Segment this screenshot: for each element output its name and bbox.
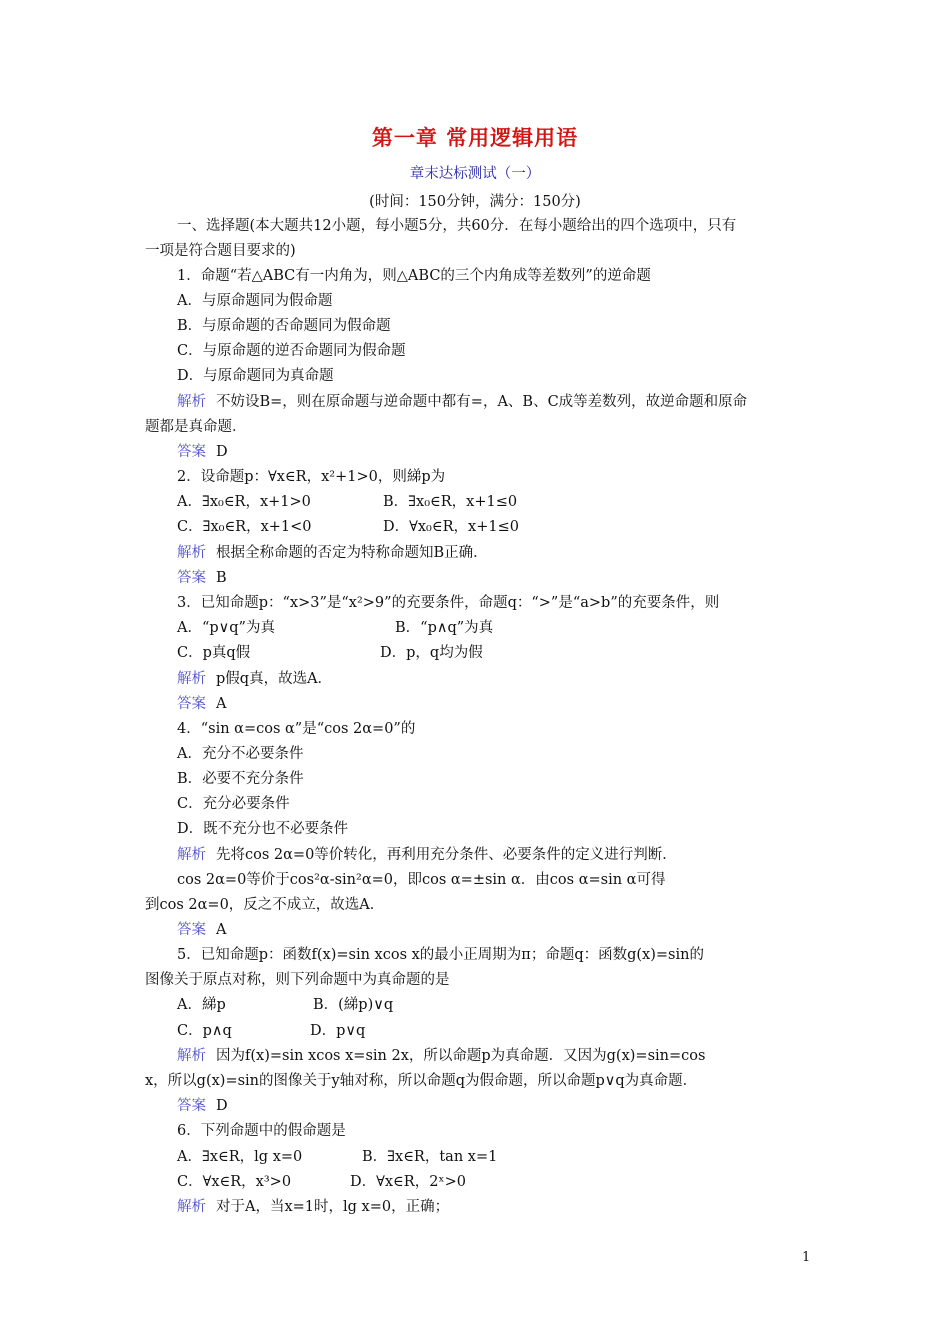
q4-option-c: C．充分必要条件: [177, 796, 290, 812]
analysis-label: 解析: [177, 671, 206, 687]
q1-option-d: D．与原命题同为真命题: [177, 368, 334, 384]
section-heading-cont: 一项是符合题目要求的): [145, 243, 296, 259]
q5-answer-value: D: [216, 1098, 228, 1114]
q5-option-c: C．p∧q: [177, 1023, 232, 1039]
q1-stem: 1．命题“若△ABC有一内角为，则△ABC的三个内角成等差数列”的逆命题: [177, 268, 651, 284]
q3-option-a: A．“p∨q”为真: [177, 620, 275, 636]
answer-label: 答案: [177, 570, 206, 586]
section-heading: 一、选择题(本大题共12小题，每小题5分，共60分．在每小题给出的四个选项中，只有: [177, 218, 737, 234]
q2-option-d: D．∀x₀∈R，x+1≤0: [383, 519, 519, 535]
q1-answer: [177, 442, 228, 462]
q2-stem: 2．设命题p：∀x∈R，x²+1>0，则綈p为: [177, 469, 446, 485]
analysis-label: 解析: [177, 545, 206, 561]
q1-analysis-cont: 题都是真命题．: [145, 419, 247, 435]
q2-analysis-text: 根据全称命题的否定为特称命题知B正确．: [216, 545, 488, 561]
answer-label: 答案: [177, 922, 206, 938]
q4-option-b: B．必要不充分条件: [177, 771, 304, 787]
q4-analysis-line2: cos 2α=0等价于cos²α-sin²α=0，即cos α=±sin α．由cos α=sin α可得: [177, 872, 666, 888]
q2-option-c: C．∃x₀∈R，x+1<0: [177, 519, 312, 535]
q2-answer: [177, 568, 227, 588]
q1-option-c: C．与原命题的逆否命题同为假命题: [177, 343, 406, 359]
q4-answer-value: A: [216, 922, 227, 938]
q6-option-d: D．∀x∈R，2ˣ>0: [350, 1174, 466, 1190]
q3-analysis-text: p假q真，故选A．: [216, 671, 333, 687]
q2-option-a: A．∃x₀∈R，x+1>0: [177, 494, 311, 510]
q3-answer: [177, 694, 226, 714]
q2-answer-value: B: [216, 570, 227, 586]
q4-option-a: A．充分不必要条件: [177, 746, 304, 762]
q3-analysis: [177, 669, 332, 689]
analysis-label: 解析: [177, 1199, 206, 1215]
test-subtitle: 章末达标测试（一）: [409, 166, 541, 182]
q2-option-b: B．∃x₀∈R，x+1≤0: [383, 494, 518, 510]
q6-analysis: [177, 1197, 449, 1217]
q6-option-a: A．∃x∈R，lg x=0: [177, 1149, 303, 1165]
analysis-label: 解析: [177, 847, 206, 863]
q3-stem: 3．已知命题p：“x>3”是“x²>9”的充要条件，命题q：“>”是“a>b”的充要条件，则: [177, 595, 720, 611]
q5-analysis-cont: x，所以g(x)=sin的图像关于y轴对称，所以命题q为假命题，所以命题p∨q为真命题．: [145, 1073, 698, 1089]
q5-option-d: D．p∨q: [310, 1023, 366, 1039]
q2-analysis: [177, 543, 488, 563]
q6-analysis-text: 对于A，当x=1时，lg x=0，正确；: [216, 1199, 450, 1215]
q1-option-b: B．与原命题的否命题同为假命题: [177, 318, 391, 334]
q5-option-a: A．綈p: [177, 997, 226, 1013]
q3-option-d: D．p，q均为假: [380, 645, 483, 661]
q6-stem: 6．下列命题中的假命题是: [177, 1123, 346, 1139]
q3-option-c: C．p真q假: [177, 645, 251, 661]
answer-label: 答案: [177, 696, 206, 712]
q6-option-b: B．∃x∈R，tan x=1: [362, 1149, 498, 1165]
page-number: 1: [802, 1250, 811, 1265]
q5-answer: [177, 1096, 228, 1116]
chapter-title: 第一章 常用逻辑用语: [371, 126, 579, 150]
q4-answer: [177, 920, 226, 940]
q4-analysis: [177, 845, 677, 865]
q3-answer-value: A: [216, 696, 227, 712]
q5-option-b: B．(綈p)∨q: [313, 997, 394, 1013]
q5-stem-cont: 图像关于原点对称，则下列命题中为真命题的是: [145, 972, 450, 988]
q4-analysis-line3: 到cos 2α=0，反之不成立，故选A．: [145, 897, 385, 913]
time-score-note: (时间：150分钟，满分：150分): [369, 194, 581, 210]
q1-answer-value: D: [216, 444, 228, 460]
q5-stem: 5．已知命题p：函数f(x)=sin xcos x的最小正周期为π；命题q：函数g(x)=sin的: [177, 947, 704, 963]
q4-option-d: D．既不充分也不必要条件: [177, 821, 349, 837]
analysis-label: 解析: [177, 394, 206, 410]
q1-analysis: [177, 392, 747, 412]
q4-stem: 4．“sin α=cos α”是“cos 2α=0”的: [177, 721, 416, 737]
q5-analysis: [177, 1046, 705, 1066]
q6-option-c: C．∀x∈R，x³>0: [177, 1174, 292, 1190]
q5-analysis-text: 因为f(x)=sin xcos x=sin 2x，所以命题p为真命题．又因为g(x)=sin=cos: [216, 1048, 706, 1064]
analysis-label: 解析: [177, 1048, 206, 1064]
q1-option-a: A．与原命题同为假命题: [177, 293, 333, 309]
answer-label: 答案: [177, 1098, 206, 1114]
answer-label: 答案: [177, 444, 206, 460]
q4-analysis-text: 先将cos 2α=0等价转化，再利用充分条件、必要条件的定义进行判断．: [216, 847, 677, 863]
q1-analysis-text: 不妨设B=，则在原命题与逆命题中都有=，A、B、C成等差数列，故逆命题和原命: [216, 394, 748, 410]
q3-option-b: B．“p∧q”为真: [395, 620, 494, 636]
